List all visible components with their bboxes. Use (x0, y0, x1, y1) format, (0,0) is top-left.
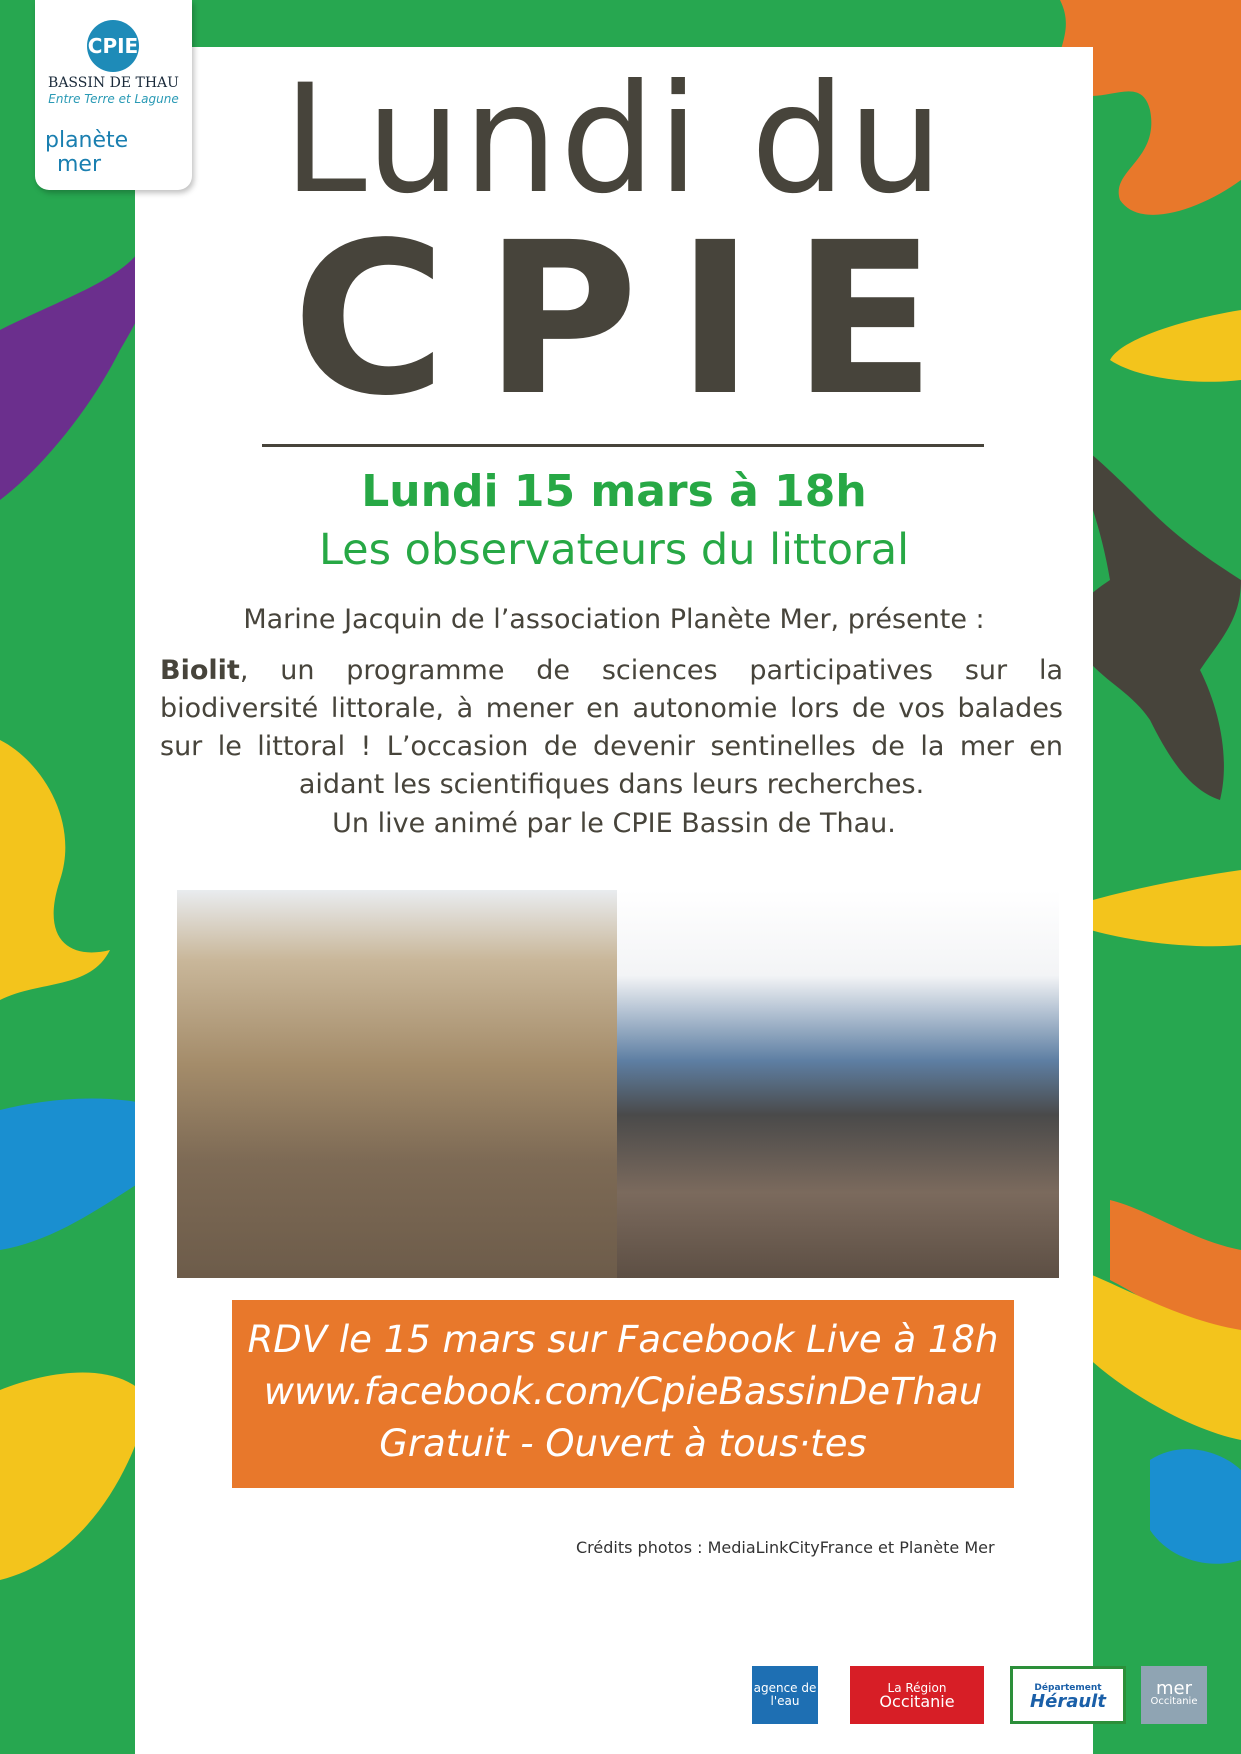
cta-box (232, 1300, 1014, 1488)
yellow-coral-left (0, 740, 110, 1000)
occitanie-logo (850, 1666, 984, 1724)
logo-bassin-text: BASSIN DE THAU (48, 75, 179, 91)
title-line-2: CPIE (292, 197, 974, 442)
herault-logo (1010, 1666, 1126, 1724)
cta-facebook-link[interactable]: www.facebook.com/CpieBassinDeThau (263, 1370, 983, 1413)
mer-name: mer (1155, 1678, 1192, 1699)
event-presenter: Marine Jacquin de l’association Planète Mer, présente : (243, 604, 985, 635)
cta-line-3: Gratuit - Ouvert à tous·tes (379, 1422, 867, 1465)
herault-small: Département (1034, 1683, 1102, 1693)
photo-children-rocks (617, 890, 1059, 1278)
program-name: Biolit (160, 655, 240, 686)
yellow-shape-bottom-left (0, 1373, 150, 1581)
planete-mer-logo-mer: mer (57, 152, 102, 177)
yellow-leaf-right-upper (1110, 310, 1241, 382)
event-description (160, 652, 1063, 804)
event-date: Lundi 15 mars à 18h (361, 466, 867, 517)
logo-tagline: Entre Terre et Lagune (48, 92, 179, 106)
cpie-logo-icon: CPIE (87, 20, 139, 72)
blue-splash-right-bottom (1150, 1449, 1241, 1564)
planete-mer-logo-text: planète (45, 128, 129, 153)
event-topic: Les observateurs du littoral (318, 525, 910, 575)
photo-credits: Crédits photos : MediaLinkCityFrance et Planète Mer (576, 1538, 995, 1557)
occitanie-small: La Région (887, 1681, 947, 1695)
photo-group-rocks (177, 890, 617, 1278)
mer-sub: Occitanie (1150, 1696, 1198, 1707)
title-line-1: Lundi du (283, 53, 945, 227)
cta-line-1: RDV le 15 mars sur Facebook Live à 18h (247, 1318, 999, 1361)
occitanie-name: Occitanie (879, 1692, 955, 1711)
herault-name: Hérault (1030, 1691, 1106, 1712)
agence-eau-logo: agence de l'eau (752, 1666, 818, 1724)
description-text: , un programme de sciences participatives sur la biodiversité littorale, à mener en autonomie lors de vos balades sur le littoral ! L’occasion de devenir sentinelles de la mer en aidant les scientifiques dans leurs recherches. (160, 655, 1063, 800)
sentinelles-mer-logo (1141, 1666, 1207, 1724)
title-divider (262, 444, 984, 447)
live-note: Un live animé par le CPIE Bassin de Thau. (332, 808, 896, 839)
